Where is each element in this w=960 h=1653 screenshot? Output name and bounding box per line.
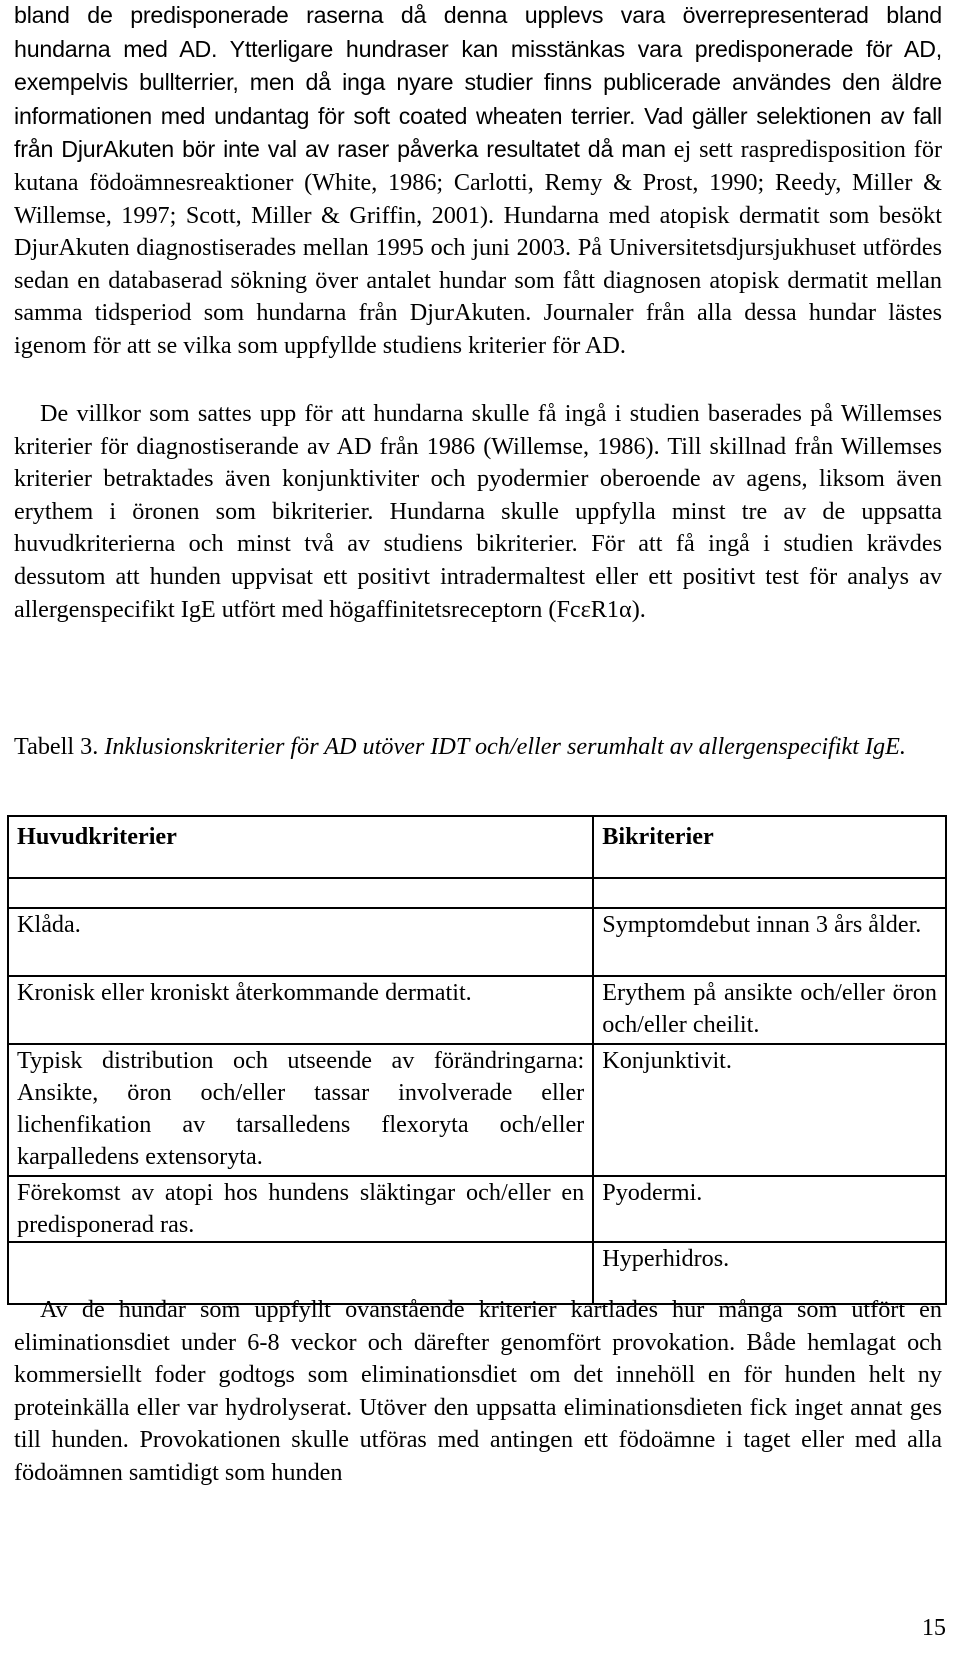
table-row [8, 908, 946, 976]
page-number: 15 [921, 1614, 946, 1641]
table-header-minor-criteria: Bikriterier [593, 816, 946, 878]
table-cell: Pyodermi. [593, 1176, 946, 1242]
paragraph-criteria: De villkor som sattes upp för att hundarna skulle få ingå i studien baserades på Willemses kriterier för diagnostiserande av AD från 1986 (Willemse, 1986). Till skillnad från Willemses kriterier betraktades även konjunktiviter och pyodermier oberoende av agens, liksom även erythem i öronen som bikriterier. Hundarna skulle uppfylla minst tre av de uppsatta huvudkriterierna och minst två av studiens bikriterier. För att få ingå i studien krävdes dessutom att hunden uppvisat ett positivt intradermaltest eller ett positivt test för analys av allergenspecifikt IgE utfört med högaffinitetsreceptorn (FcεR1α). [14, 400, 942, 623]
table-spacer-row [8, 878, 946, 908]
paragraph-intro-sans-part: bland de predisponerade raserna då denna upplevs vara överrepresenterad bland hundarna med AD. Ytterligare hundraser kan misstänkas vara predisponerade för AD, exempelvis bullterrier, men då inga nyare studier finns publicerade användes den äldre informationen med undantag för soft coated wheaten terrier. Vad gäller selektionen av fall från DjurAkuten bör inte val av raser påverka resultatet då man [14, 2, 942, 163]
table-header-row [8, 816, 946, 878]
paragraph-intro-serif-part: ej sett raspredisposition för kutana födoämnesreaktioner (White, 1986; Carlotti, Remy & Prost, 1990; Reedy, Miller & Willemse, 1997; Scott, Miller & Griffin, 2001). Hundarna med atopisk dermatit som besökt DjurAkuten diagnostiserades mellan 1995 och juni 2003. På Universitetsdjursjukhuset utfördes sedan en databaserad sökning över antalet hundar som fått diagnosen atopisk dermatit mellan samma tidsperiod som hundarna från DjurAkuten. Journaler från alla dessa hundar lästes igenom för att se vilka som uppfyllde studiens kriterier för AD. [14, 136, 942, 359]
table-row [8, 1044, 946, 1176]
table-cell: Kronisk eller kroniskt återkommande dermatit. [8, 976, 593, 1044]
table-header-main-criteria: Huvudkriterier [8, 816, 593, 878]
table-cell: Förekomst av atopi hos hundens släktingar och/eller en predisponerad ras. [8, 1176, 593, 1242]
table-cell: Typisk distribution och utseende av förändringarna: Ansikte, öron och/eller tassar involverade eller lichenfikation av tarsalledens flexoryta och/eller karpalledens extensoryta. [8, 1044, 593, 1176]
table-cell: Hyperhidros. [593, 1242, 946, 1304]
paragraph-elimination-diet: Av de hundar som uppfyllt ovanstående kriterier kartlades hur många som utfört en eliminationsdiet under 6-8 veckor och därefter genomfört provokation. Både hemlagat och kommersiellt foder godtogs som eliminationsdiet om det innehöll en för hunden helt ny proteinkälla eller var hydrolyserat. Utöver den uppsatta eliminationsdieten fick inget annat ges till hunden. Provokationen skulle utföras med antingen ett födoämne i taget eller med alla födoämnen samtidigt som hunden [14, 1296, 942, 1486]
table-cell: Konjunktivit. [593, 1044, 946, 1176]
table-row [8, 976, 946, 1044]
table-cell: Erythem på ansikte och/eller öron och/eller cheilit. [593, 976, 946, 1044]
table-caption [14, 731, 942, 764]
table-label: Tabell 3. [14, 733, 99, 760]
table-row [8, 1176, 946, 1242]
table-cell: Symptomdebut innan 3 års ålder. [593, 908, 946, 976]
paragraph-intro [14, 0, 942, 363]
inclusion-criteria-table [7, 815, 947, 1305]
table-cell: Klåda. [8, 908, 593, 976]
table-caption-text: Inklusionskriterier för AD utöver IDT och/eller serumhalt av allergenspecifikt IgE. [104, 733, 906, 760]
